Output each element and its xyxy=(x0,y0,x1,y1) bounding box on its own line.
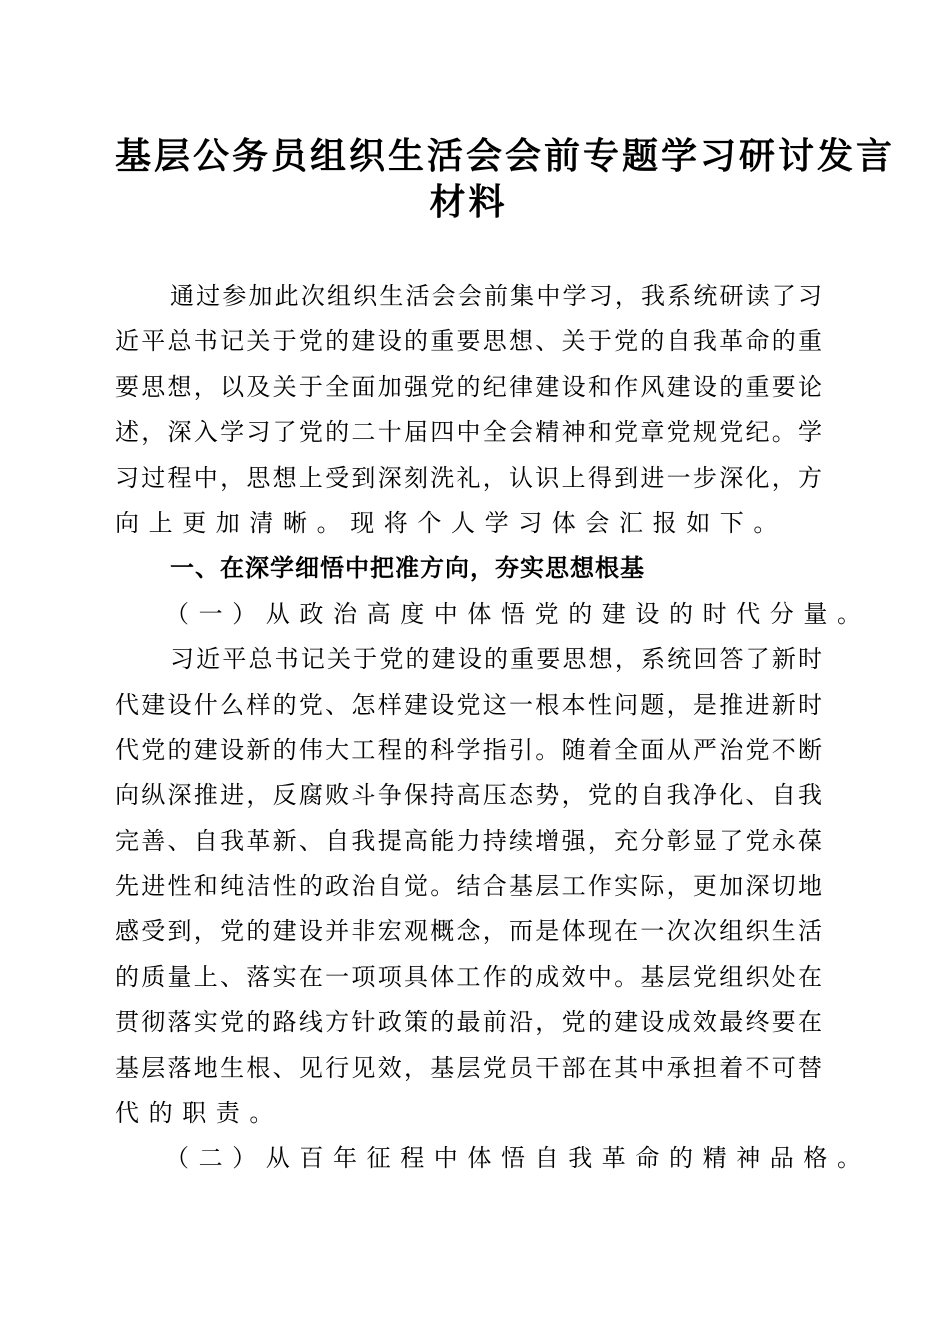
text-line: 代的职责。 xyxy=(115,1099,283,1128)
document-title xyxy=(115,133,896,225)
text-line: 代建设什么样的党、怎样建设党这一根本性问题，是推进新时 xyxy=(115,690,822,719)
text-line: 先进性和纯洁性的政治自觉。结合基层工作实际，更加深切地 xyxy=(115,872,822,901)
text-line: 述，深入学习了党的二十届四中全会精神和党章党规党纪。学 xyxy=(115,418,822,447)
text-line: 完善、自我革新、自我提高能力持续增强，充分彰显了党永葆 xyxy=(115,826,822,855)
text-line: 的质量上、落实在一项项具体工作的成效中。基层党组织处在 xyxy=(115,962,822,991)
text-line: （一）从政治高度中体悟党的建设的时代分量。 xyxy=(165,599,871,628)
text-line: 要思想，以及关于全面加强党的纪律建设和作风建设的重要论 xyxy=(115,372,822,401)
text-line: 一、在深学细悟中把准方向，夯实思想根基 xyxy=(170,554,645,583)
text-line: 感受到，党的建设并非宏观概念，而是体现在一次次组织生活 xyxy=(115,917,822,946)
text-line: 向纵深推进，反腐败斗争保持高压态势，党的自我净化、自我 xyxy=(115,781,822,810)
text-line: （二）从百年征程中体悟自我革命的精神品格。 xyxy=(165,1144,871,1173)
body-paragraph xyxy=(115,637,822,1136)
text-line: 习过程中，思想上受到深刻洗礼，认识上得到进一步深化，方 xyxy=(115,463,822,492)
subsection-heading xyxy=(115,1136,871,1181)
text-line: 近平总书记关于党的建设的重要思想、关于党的自我革命的重 xyxy=(115,327,822,356)
text-line: 向上更加清晰。现将个人学习体会汇报如下。 xyxy=(115,508,787,537)
title-line-2: 材料 xyxy=(429,181,508,223)
text-line: 习近平总书记关于党的建设的重要思想，系统回答了新时 xyxy=(170,645,822,674)
text-line: 贯彻落实党的路线方针政策的最前沿，党的建设成效最终要在 xyxy=(115,1008,822,1037)
subsection-heading xyxy=(115,592,871,637)
body-paragraph xyxy=(115,274,822,546)
text-line: 代党的建设新的伟大工程的科学指引。随着全面从严治党不断 xyxy=(115,735,822,764)
document-body xyxy=(115,274,871,1182)
section-heading xyxy=(115,546,822,591)
text-line: 基层落地生根、见行见效，基层党员干部在其中承担着不可替 xyxy=(115,1053,822,1082)
text-line: 通过参加此次组织生活会会前集中学习，我系统研读了习 xyxy=(170,282,822,310)
title-line-1: 基层公务员组织生活会会前专题学习研讨发言 xyxy=(115,135,896,177)
